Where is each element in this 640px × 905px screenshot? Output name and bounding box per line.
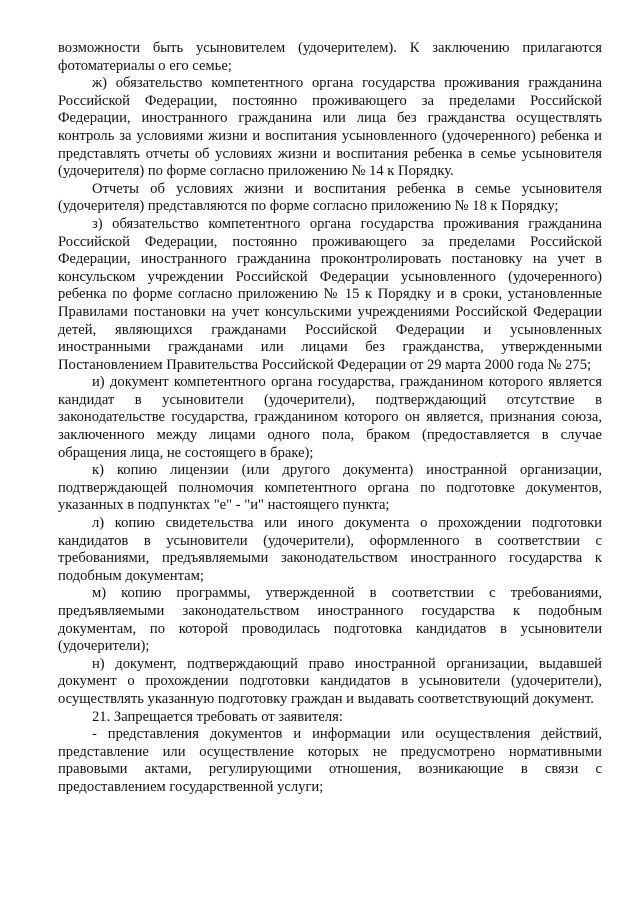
paragraph-item-k: к) копию лицензии (или другого документа) иностранной организации, подтверждающей полномочия компетентного органа по подготовке документов, указанных в подпунктах "е" - "и" настоящего пункта; — [58, 462, 602, 514]
paragraph-prohibition-1: - представления документов и информации или осуществления действий, представление или осуществление которых не предусмотрено нормативными правовыми актами, регулирующими отношения, возникающие в связи с предоставлением государственной услуги; — [58, 726, 602, 795]
paragraph-item-n: н) документ, подтверждающий право иностранной организации, выдавшей документ о прохождении подготовки кандидатов в усыновители (удочерители), осуществлять указанную подготовку граждан и выдавать соответствующий документ. — [58, 655, 602, 707]
paragraph-continuation: возможности быть усыновителем (удочерителем). К заключению прилагаются фотоматериалы о его семье; — [58, 40, 602, 74]
paragraph-item-m: м) копию программы, утвержденной в соответствии с требованиями, предъявляемыми законодательством иностранного государства к подобным документам, по которой проводилась подготовка кандидатов в усыновители (удочерители); — [58, 585, 602, 655]
paragraph-reports: Отчеты об условиях жизни и воспитания ребенка в семье усыновителя (удочерителя) представляются по форме согласно приложению № 18 к Порядку; — [58, 180, 602, 215]
section-21-heading: 21. Запрещается требовать от заявителя: — [92, 708, 343, 725]
paragraph-item-z: з) обязательство компетентного органа государства проживания гражданина Российской Федерации, постоянно проживающего за пределами Российской Федерации, иностранного гражданина проконтролировать постановку на учет в консульском учреждении Российской Федерации усыновленного (удочеренного) ребенка по форме согласно приложению № 15 к Порядку и в сроки, установленные Правилами постановки на учет консульскими учреждениями Российской Федерации детей, являющихся гражданами Российской Федерации и усыновленных иностранными гражданами или лицами без гражданства, утвержденными Постановлением Правительства Российской Федерации от 29 марта 2000 года № 275; — [58, 215, 602, 373]
paragraph-item-zh: ж) обязательство компетентного органа государства проживания гражданина Российской Федерации, постоянно проживающего за пределами Российской Федерации, иностранного гражданина или лица без гражданства осуществлять контроль за условиями жизни и воспитания усыновленного (удочеренного) ребенка и представлять отчеты об условиях жизни и воспитания ребенка в семье усыновителя (удочерителя) по форме согласно приложению № 14 к Порядку. — [58, 75, 602, 180]
paragraph-item-i: и) документ компетентного органа государства, гражданином которого является кандидат в усыновители (удочерители), подтверждающий отсутствие в законодательстве государства, гражданином которого он является, признания союза, заключенного между лицами одного пола, браком (предоставляется в случае обращения лица, не состоящего в браке); — [58, 374, 602, 461]
paragraph-item-l: л) копию свидетельства или иного документа о прохождении подготовки кандидатов в усыновители (удочерители), оформленного в соответствии с требованиями, предъявляемыми законодательством иностранного государства к подобным документам; — [58, 515, 602, 584]
